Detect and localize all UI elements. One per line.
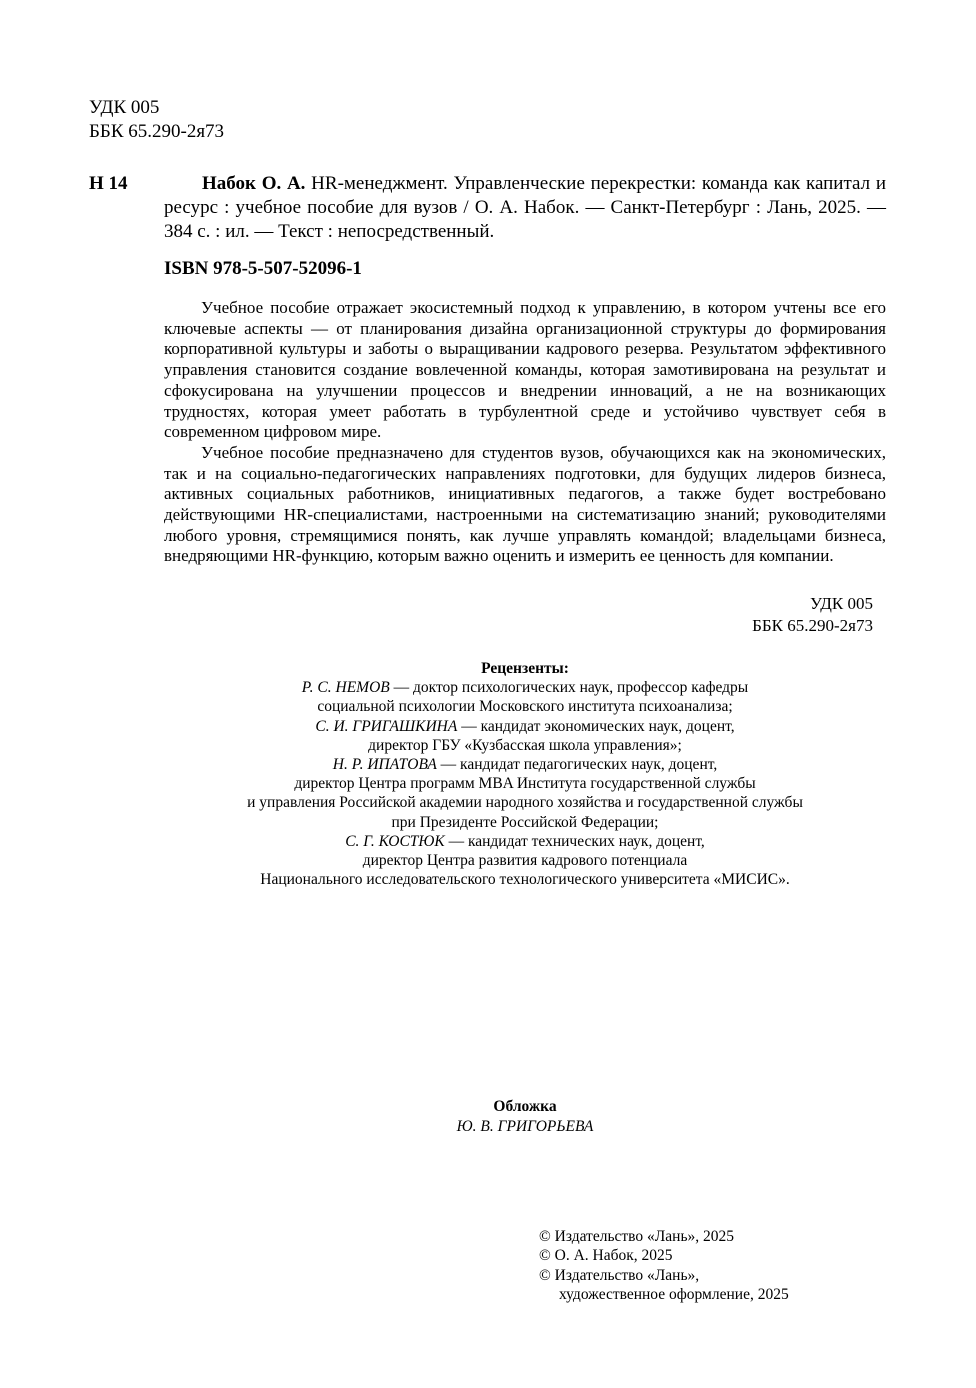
- reviewer-entry: [0, 678, 976, 697]
- reviewer-affiliation-line: и управления Российской академии народного хозяйства и государственной службы: [247, 794, 803, 812]
- udk-code: УДК 005: [809, 594, 873, 613]
- classification-block-right: [752, 593, 873, 636]
- reviewer-affiliation-line: Национального исследовательского технологического университета «МИСИС».: [260, 871, 790, 889]
- reviewer-entry: [0, 717, 976, 736]
- reviewer-entry: [0, 755, 976, 774]
- reviewer-name: Н. Р. ИПАТОВА: [332, 756, 437, 774]
- cover-designer: Ю. В. ГРИГОРЬЕВА: [456, 1117, 594, 1135]
- bibliographic-record: [164, 172, 886, 244]
- reviewer-entry: [0, 832, 976, 851]
- reviewer-title-line: — кандидат технических наук, доцент,: [444, 832, 705, 850]
- copyright-line: © О. А. Набок, 2025: [539, 1247, 673, 1265]
- reviewers-block: [0, 659, 976, 889]
- bibliographic-description: HR-менеджмент. Управленческие перекрестки: команда как капитал и ресурс : учебное пособие для вузов / О. А. Набок. — Санкт-Петербург : Лань, 2025. — 384 с. : ил. — Текст : непосредственный.: [164, 173, 886, 242]
- bbk-code: ББК 65.290-2я73: [752, 615, 873, 635]
- reviewer-affiliation-line: при Президенте Российской Федерации;: [391, 813, 659, 831]
- author-mark: Н 14: [89, 173, 128, 194]
- reviewer-affiliation-line: социальной психологии Московского института психоанализа;: [317, 698, 733, 716]
- abstract-paragraph: Учебное пособие отражает экосистемный подход к управлению, в котором учтены все его ключевые аспекты — от планирования дизайна организационной структуры до формирования корпоративной культуры и заботы о выращивании кадрового резерва. Результатом эффективного управления становится создание вовлеченной команды, которая замотивирована на результат и сфокусирована на улучшении процессов и внедрении инноваций, а не на возникающих трудностях, которая умеет работать в турбулентной среде и устойчиво чувствует себя в современном цифровом мире.: [164, 298, 886, 442]
- reviewers-title: Рецензенты:: [481, 660, 569, 677]
- reviewer-affiliation-line: директор ГБУ «Кузбасская школа управления»;: [368, 736, 682, 754]
- author-name: Набок О. А.: [202, 173, 306, 194]
- copyright-block: [539, 1227, 789, 1304]
- reviewer-title-line: — кандидат экономических наук, доцент,: [457, 717, 735, 735]
- classification-block-top: [89, 96, 224, 144]
- bbk-code: ББК 65.290-2я73: [89, 121, 225, 142]
- abstract-paragraph: Учебное пособие предназначено для студентов вузов, обучающихся как на экономических, так и на социально-педагогических направлениях подготовки, для будущих лидеров бизнеса, активных социальных работников, инициативных педагогов, а также будет востребовано действующими HR-специалистами, настроенными на систематизацию знаний; руководителями любого уровня, стремящимися понять, как лучше управлять командой; владельцами бизнеса, внедряющими HR-функцию, которым важно оценить и измерить ее ценность для компании.: [164, 442, 886, 566]
- reviewer-affiliation-line: директор Центра программ MBA Института государственной службы: [294, 775, 756, 793]
- reviewer-name: С. И. ГРИГАШКИНА: [315, 717, 458, 735]
- reviewer-title-line: — доктор психологических наук, профессор кафедры: [389, 679, 749, 697]
- udk-code: УДК 005: [89, 97, 160, 118]
- cover-credit: [0, 1097, 976, 1136]
- copyright-line: © Издательство «Лань», 2025: [539, 1228, 735, 1245]
- abstract: [164, 298, 886, 567]
- isbn: ISBN 978-5-507-52096-1: [164, 258, 362, 279]
- copyright-line: © Издательство «Лань»,: [539, 1266, 700, 1284]
- copyright-line: художественное оформление, 2025: [559, 1285, 789, 1303]
- reviewer-name: Р. С. НЕМОВ: [301, 679, 390, 697]
- reviewer-affiliation-line: директор Центра развития кадрового потенциала: [362, 852, 688, 870]
- cover-title: Обложка: [493, 1098, 557, 1115]
- reviewer-title-line: — кандидат педагогических наук, доцент,: [436, 756, 718, 774]
- reviewer-name: С. Г. КОСТЮК: [345, 832, 445, 850]
